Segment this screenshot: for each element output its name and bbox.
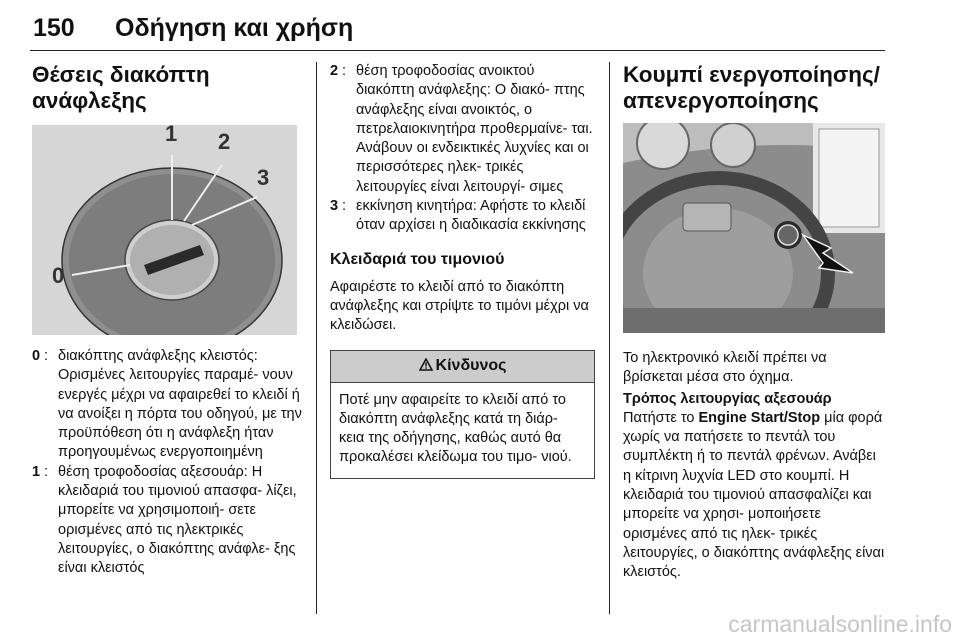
danger-text: Ποτέ μην αφαιρείτε το κλειδί από το διακόπτη ανάφλεξης κατά τη διάρ- κεια της οδήγησης, καθώς αυτό θα προκαλέσει κλείδωμα του τιμο- νιού. — [339, 391, 572, 466]
definition-text: θέση τροφοδοσίας αξεσουάρ: Η κλειδαριά του τιμονιού απασφα- λίζει, μπορείτε να χρησιμοποιή- σετε ορισμένες από τις ηλεκτρικές λειτουργίες, ο διακόπτης ανάφλε- ξης είναι κλειστός — [58, 463, 297, 577]
definition-key: 0 — [32, 348, 41, 364]
definition-text: θέση τροφοδοσίας ανοικτού διακόπτη ανάφλεξης: Ο διακό- πτης ανάφλεξης είναι ανοικτός, ο πετρελαιοκινητήρα προθερμαίνε- ται. Ανάβουν οι ενδεικτικές λυχνίες και οι περισσότερες ηλεκ- τρικές λειτουργίες είναι λειτουργί- σιμες — [356, 63, 593, 195]
page-header — [30, 14, 885, 51]
watermark: carmanualsonline.info — [728, 611, 952, 637]
steering-lock-paragraph: Αφαιρέστε το κλειδί από το διακόπτη ανάφλεξης και στρίψτε το τιμόνι μέχρι να κλειδώσει. — [330, 278, 589, 334]
danger-title: Κίνδυνος — [435, 356, 507, 374]
accessory-mode-paragraph: Πατήστε το Engine Start/Stop μία φορά χωρίς να πατήσετε το πεντάλ του συμπλέκτη ή το πεντάλ φρένων. Ανάβει η κίτρινη λυχνία LED στο κουμπί. Η κλειδαριά του τιμονιού απασφαλίζει και μπορείτε να χρησι- μοποιήσετε ορισμένες από τις ηλεκ- τρικές λειτουργίες, ο διακόπτης ανάφλεξης είναι κλειστός. — [623, 409, 885, 581]
danger-box — [330, 350, 595, 479]
definition-row: 3 : εκκίνηση κινητήρα: Αφήστε το κλειδί όταν αρχίσει η διαδικασία εκκίνησης — [330, 197, 595, 236]
definition-row: 0 : διακόπτης ανάφλεξης κλειστός: Ορισμένες λειτουργίες παραμέ- νουν ενεργές μέχρι να αφαιρεθεί το κλειδί ή να ανοίξει η πόρτα του οδηγού, με την προϋπόθεση ότι η ανάφλεξη ήταν προηγουμένως ενεργοποιημένη — [32, 347, 302, 463]
position-definition-list — [32, 347, 302, 579]
steering-lock-heading: Κλειδαριά του τιμονιού — [330, 250, 505, 268]
column-divider-2 — [609, 62, 610, 614]
section-title-start-stop: Κουμπί ενεργοποίησης/ απενεργοποίησης — [623, 62, 880, 113]
figure-label-0: 0 — [52, 263, 65, 288]
section-title-ignition-positions: Θέσεις διακόπτη ανάφλεξης — [32, 62, 210, 113]
chapter-title: Οδήγηση και χρήση — [115, 14, 354, 42]
column-ignition-positions — [32, 62, 302, 579]
column-start-stop-button — [623, 62, 885, 583]
definition-row: 2 : θέση τροφοδοσίας ανοικτού διακόπτη ανάφλεξης: Ο διακό- πτης ανάφλεξης είναι ανοικτός, ο πετρελαιοκινητήρα προθερμαίνε- ται. Ανάβουν οι ενδεικτικές λυχνίες και οι περισσότερες ηλεκ- τρικές λειτουργίες είναι λειτουργί- σιμες — [330, 62, 595, 197]
danger-header — [331, 351, 594, 383]
page-number: 150 — [33, 14, 75, 42]
warning-triangle-icon — [419, 358, 433, 371]
figure-caption: Το ηλεκτρονικό κλειδί πρέπει να βρίσκεται μέσα στο όχημα. — [623, 350, 827, 386]
column-divider-1 — [316, 62, 317, 614]
definition-key: 1 — [32, 463, 41, 480]
start-stop-button-figure — [623, 123, 885, 333]
engine-start-stop-term: Engine Start/Stop — [698, 409, 821, 426]
figure-label-2: 2 — [218, 129, 231, 154]
definition-key: 3 — [330, 198, 339, 215]
column-steering-lock — [330, 62, 595, 479]
accessory-mode-heading: Τρόπος λειτουργίας αξεσουάρ — [623, 390, 832, 407]
figure-label-3: 3 — [257, 165, 270, 190]
position-definition-list-continued — [330, 62, 595, 236]
definition-key: 2 — [330, 63, 339, 79]
definition-text: εκκίνηση κινητήρα: Αφήστε το κλειδί όταν αρχίσει η διαδικασία εκκίνησης — [356, 198, 586, 234]
ignition-switch-figure — [32, 125, 297, 335]
definition-text: διακόπτης ανάφλεξης κλειστός: Ορισμένες λειτουργίες παραμέ- νουν ενεργές μέχρι να αφαιρεθεί το κλειδί ή να ανοίξει η πόρτα του οδηγού, με την προϋπόθεση ότι η ανάφλεξη ήταν προηγουμένως ενεργοποιημένη — [58, 348, 302, 461]
figure-label-1: 1 — [165, 125, 178, 146]
definition-row: 1 : θέση τροφοδοσίας αξεσουάρ: Η κλειδαριά του τιμονιού απασφα- λίζει, μπορείτε να χρησιμοποιή- σετε ορισμένες από τις ηλεκτρικές λειτουργίες, ο διακόπτης ανάφλε- ξης είναι κλειστός — [32, 463, 302, 579]
